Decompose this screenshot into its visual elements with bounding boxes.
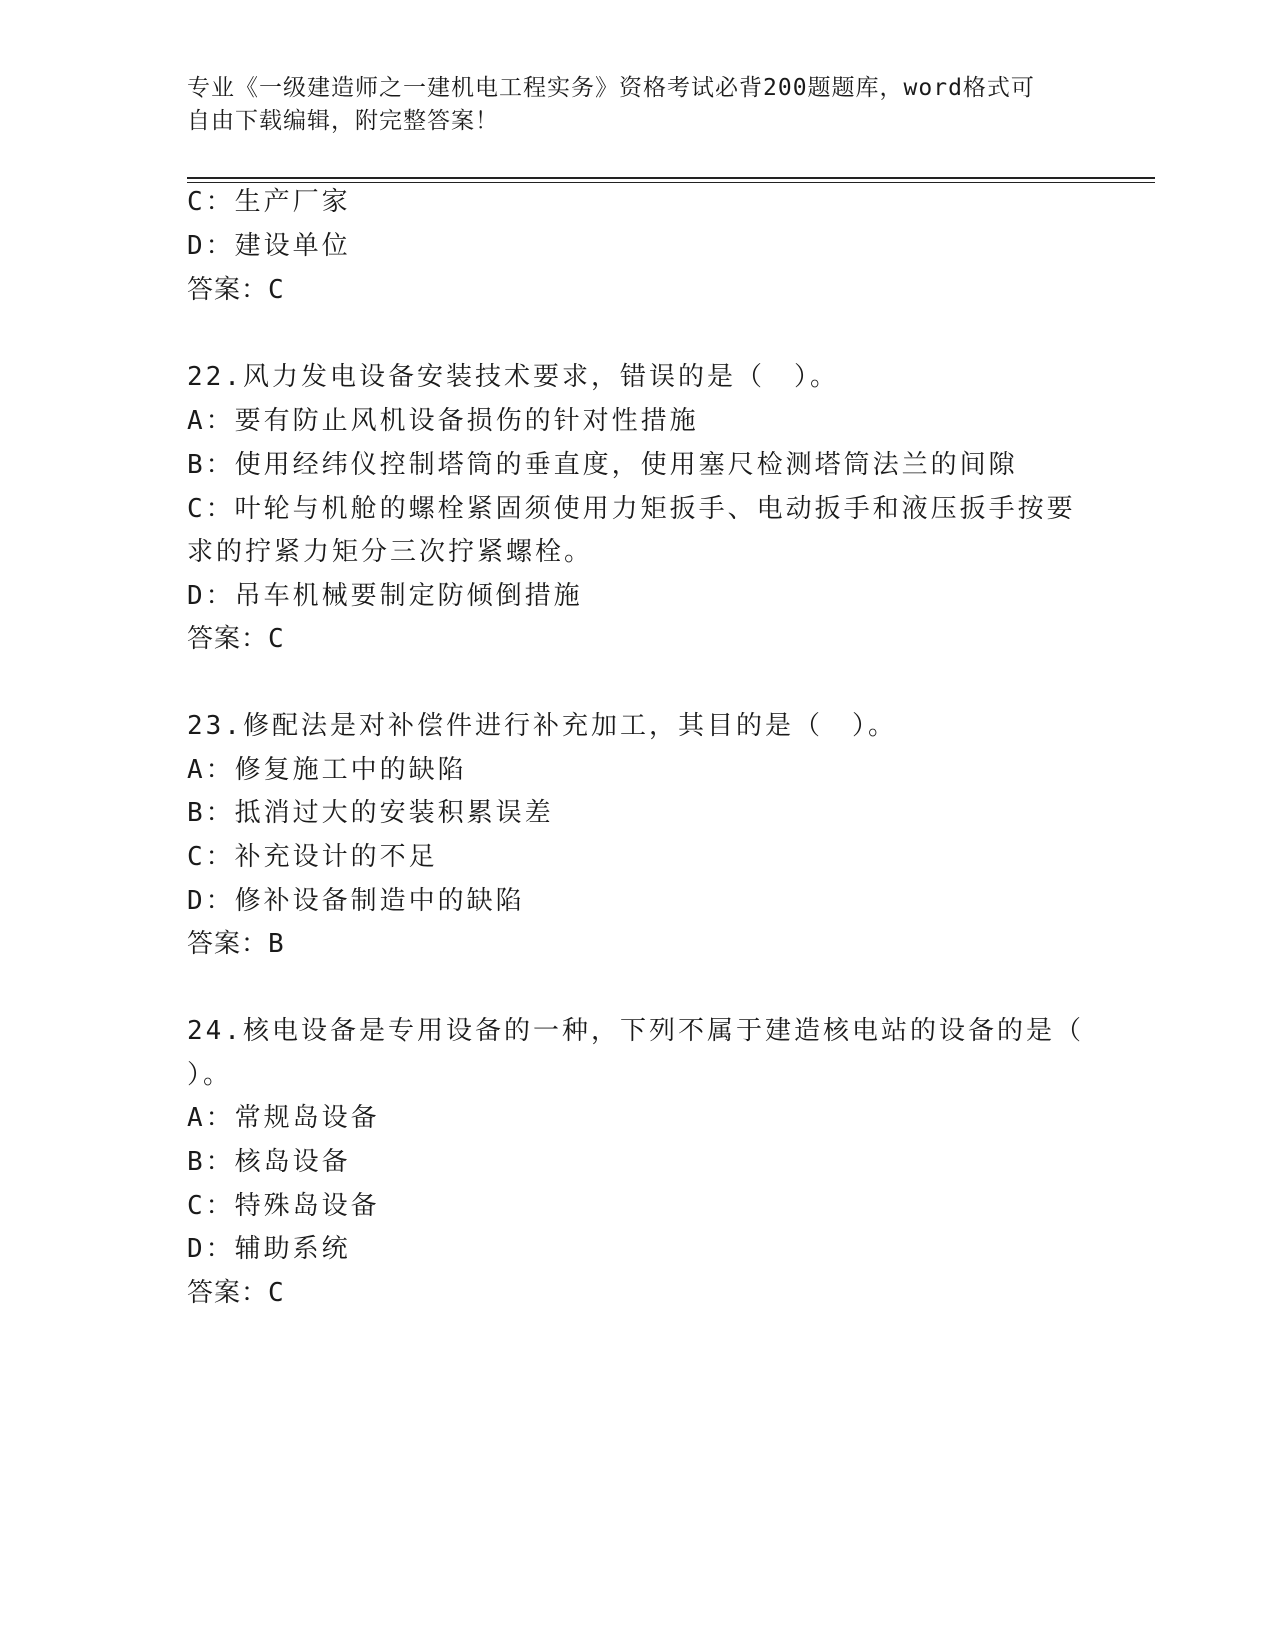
question-22-option-c-line-2: 求的拧紧力矩分三次拧紧螺栓。 xyxy=(187,537,594,567)
question-24-option-a: A：常规岛设备 xyxy=(187,1103,380,1133)
question-22-option-d: D：吊车机械要制定防倾倒措施 xyxy=(187,581,583,611)
question-24-option-c: C：特殊岛设备 xyxy=(187,1191,380,1221)
page-header xyxy=(187,72,1067,138)
question-24-answer: 答案：C xyxy=(187,1278,285,1308)
question-23-answer: 答案：B xyxy=(187,929,285,959)
header-divider-thick xyxy=(187,177,1155,179)
prev-option-d: D：建设单位 xyxy=(187,231,351,261)
question-24-stem-line-2: ）。 xyxy=(187,1060,233,1090)
question-22-option-c-line-1: C：叶轮与机舱的螺栓紧固须使用力矩扳手、电动扳手和液压扳手按要 xyxy=(187,494,1076,524)
question-22-option-a: A：要有防止风机设备损伤的针对性措施 xyxy=(187,406,699,436)
question-23-option-c: C：补充设计的不足 xyxy=(187,842,438,872)
question-22-answer: 答案：C xyxy=(187,624,285,654)
question-22-option-b: B：使用经纬仪控制塔筒的垂直度，使用塞尺检测塔筒法兰的间隙 xyxy=(187,450,1018,480)
question-24-option-d: D：辅助系统 xyxy=(187,1234,351,1264)
question-23-option-a: A：修复施工中的缺陷 xyxy=(187,755,467,785)
question-23-option-b: B：抵消过大的安装积累误差 xyxy=(187,798,554,828)
question-23-stem: 23.修配法是对补偿件进行补充加工，其目的是（ ）。 xyxy=(187,711,897,741)
header-line-2: 自由下载编辑，附完整答案！ xyxy=(187,108,499,134)
header-divider-thin xyxy=(187,182,1155,183)
question-22-stem: 22.风力发电设备安装技术要求，错误的是（ ）。 xyxy=(187,362,839,392)
prev-answer: 答案：C xyxy=(187,275,285,305)
question-23-option-d: D：修补设备制造中的缺陷 xyxy=(187,886,525,916)
question-24-option-b: B：核岛设备 xyxy=(187,1147,351,1177)
question-24-stem-line-1: 24.核电设备是专用设备的一种，下列不属于建造核电站的设备的是（ xyxy=(187,1016,1084,1046)
prev-option-c: C：生产厂家 xyxy=(187,187,351,217)
header-line-1: 专业《一级建造师之一建机电工程实务》资格考试必背200题题库，word格式可 xyxy=(187,75,1035,101)
